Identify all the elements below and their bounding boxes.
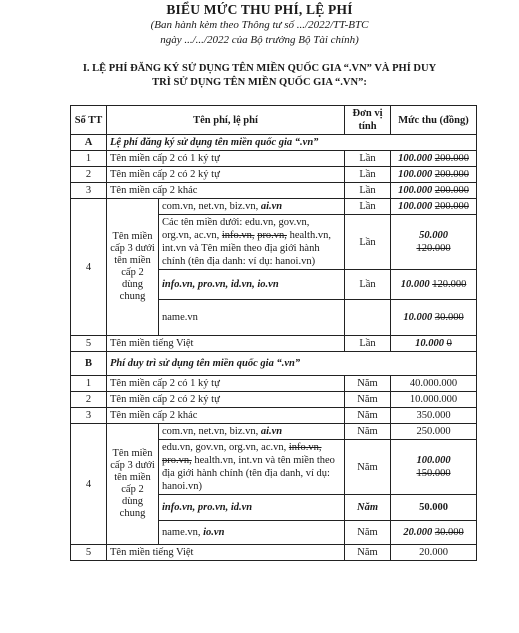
row-name: Tên miền cấp 2 khác [107, 408, 345, 424]
sub-row-name: info.vn, pro.vn, id.vn, io.vn [159, 270, 345, 300]
sub-row-name [159, 199, 345, 215]
row-name: Tên miền tiếng Việt [107, 545, 345, 561]
sub-name-struck: info.vn, pro.vn, [162, 442, 322, 466]
sub-name-text: edu.vn, gov.vn, org.vn, ac.vn, [162, 442, 289, 453]
document-header [0, 2, 519, 48]
sub-row-name [159, 424, 345, 440]
row-fee [391, 215, 477, 270]
row-fee: 50.000 [391, 495, 477, 521]
fee-old: 120.000 [416, 243, 451, 254]
table-row [71, 408, 477, 424]
row-unit: Lần [345, 270, 391, 300]
fee-old: 0 [446, 338, 452, 349]
group-title: Lệ phí đăng ký sử dụng tên miền quốc gia “.vn” [107, 135, 477, 151]
fee-new: 100.000 [416, 455, 451, 466]
sub-name-text: name.vn, [162, 527, 204, 538]
sub-row-name [159, 440, 345, 495]
row-no: 2 [71, 392, 107, 408]
row-no: 2 [71, 167, 107, 183]
row-no: 1 [71, 376, 107, 392]
table-row [71, 167, 477, 183]
sub-row-name [159, 215, 345, 270]
row-no: 5 [71, 336, 107, 352]
table-row [71, 424, 477, 440]
row-fee: 10.000.000 [391, 392, 477, 408]
table-row [71, 545, 477, 561]
sub-name-text: health.vn, int.vn và Tên miền theo địa giới hành chính (tên địa danh: ví dụ: hanoi.vn) [162, 230, 331, 267]
row-name: Tên miền cấp 2 khác [107, 183, 345, 199]
row-unit: Năm [345, 408, 391, 424]
fee-old: 120.000 [432, 279, 467, 290]
sub-name-text: health.vn, int.vn và tên miền theo địa giới hành chính (tên địa danh, ví dụ: hanoi.vn) [162, 455, 335, 492]
fee-old: 200.000 [434, 153, 469, 164]
fee-new: 100.000 [398, 201, 433, 212]
row-unit: Năm [345, 495, 391, 521]
row-fee [391, 521, 477, 545]
row-unit: Lần [345, 167, 391, 183]
row-unit: Năm [345, 424, 391, 440]
sub-name-text: com.vn, net.vn, biz.vn, [162, 201, 261, 212]
fee-new: 100.000 [398, 169, 433, 180]
col-header-no: Số TT [71, 106, 107, 135]
fee-table [70, 105, 477, 561]
sub-name-highlight: ai.vn [260, 426, 283, 437]
row-name: Tên miền tiếng Việt [107, 336, 345, 352]
fee-new: 100.000 [398, 185, 433, 196]
fee-old: 30.000 [434, 527, 464, 538]
sub-row-name: info.vn, pro.vn, id.vn [159, 495, 345, 521]
row-no: 3 [71, 408, 107, 424]
table-row [71, 376, 477, 392]
row-fee: 250.000 [391, 424, 477, 440]
sub-name-text: com.vn, net.vn, biz.vn, [162, 426, 261, 437]
row-no: 1 [71, 151, 107, 167]
col-header-fee: Mức thu (đồng) [391, 106, 477, 135]
table-row [71, 183, 477, 199]
group-title: Phí duy trì sử dụng tên miền quốc gia “.vn” [107, 352, 477, 376]
row-unit: Lần [345, 215, 391, 270]
row-fee [391, 183, 477, 199]
sub-name-highlight: ai.vn [260, 201, 283, 212]
row-group-name: Tên miền cấp 3 dưới tên miền cấp 2 dùng chung [107, 424, 159, 545]
row-unit: Năm [345, 376, 391, 392]
col-header-name: Tên phí, lệ phí [107, 106, 345, 135]
row-name: Tên miền cấp 2 có 1 ký tự [107, 376, 345, 392]
fee-new: 10.000 [415, 338, 444, 349]
sub-name-struck: info.vn, [221, 230, 255, 241]
table-row [71, 151, 477, 167]
fee-old: 200.000 [434, 185, 469, 196]
row-unit [345, 300, 391, 336]
row-fee [391, 300, 477, 336]
row-fee: 40.000.000 [391, 376, 477, 392]
group-row-a [71, 135, 477, 151]
row-unit: Lần [345, 151, 391, 167]
row-no: 4 [71, 424, 107, 545]
section-heading-line1: I. LỆ PHÍ ĐĂNG KÝ SỬ DỤNG TÊN MIỀN QUỐC GIA “.VN” VÀ PHÍ DUY [82, 63, 437, 74]
row-name: Tên miền cấp 2 có 2 ký tự [107, 392, 345, 408]
fee-new: 10.000 [403, 312, 433, 323]
table-row [71, 199, 477, 215]
fee-new: 10.000 [400, 279, 430, 290]
table-row [71, 336, 477, 352]
document-subtitle-2: ngày .../.../2022 của Bộ trưởng Bộ Tài chính) [160, 34, 359, 46]
fee-old: 200.000 [434, 201, 469, 212]
row-unit: Lần [345, 199, 391, 215]
sub-name-highlight: io.vn [203, 527, 225, 538]
col-header-unit: Đơn vị tính [345, 106, 391, 135]
row-name: Tên miền cấp 2 có 1 ký tự [107, 151, 345, 167]
row-fee [391, 151, 477, 167]
document-subtitle-1: (Ban hành kèm theo Thông tư số .../2022/TT-BTC [150, 19, 369, 31]
row-fee: 350.000 [391, 408, 477, 424]
group-code: A [71, 135, 107, 151]
section-heading-line2: TRÌ SỬ DỤNG TÊN MIỀN QUỐC GIA “.VN”: [152, 77, 367, 88]
row-unit: Lần [345, 336, 391, 352]
document-title: BIỂU MỨC THU PHÍ, LỆ PHÍ [166, 2, 353, 17]
fee-new: 20.000 [403, 527, 433, 538]
fee-old: 150.000 [416, 468, 451, 479]
group-row-b [71, 352, 477, 376]
table-row [71, 392, 477, 408]
row-unit: Năm [345, 440, 391, 495]
row-fee: 20.000 [391, 545, 477, 561]
section-heading [0, 62, 519, 90]
sub-name-text: Các tên miền dưới: edu.vn, gov.vn, org.vn, ac.vn, [162, 217, 310, 241]
row-unit: Năm [345, 392, 391, 408]
table-header-row [71, 106, 477, 135]
fee-new: 50.000 [419, 230, 448, 241]
row-unit: Năm [345, 545, 391, 561]
row-unit: Năm [345, 521, 391, 545]
group-code: B [71, 352, 107, 376]
row-name: Tên miền cấp 2 có 2 ký tự [107, 167, 345, 183]
row-no: 4 [71, 199, 107, 336]
row-fee [391, 270, 477, 300]
row-fee [391, 336, 477, 352]
row-fee [391, 199, 477, 215]
fee-old: 30.000 [434, 312, 464, 323]
row-no: 3 [71, 183, 107, 199]
sub-name-struck: pro.vn, [257, 230, 287, 241]
row-fee [391, 440, 477, 495]
row-unit: Lần [345, 183, 391, 199]
fee-new: 100.000 [398, 153, 433, 164]
row-no: 5 [71, 545, 107, 561]
row-group-name: Tên miền cấp 3 dưới tên miền cấp 2 dùng chung [107, 199, 159, 336]
fee-old: 200.000 [434, 169, 469, 180]
row-fee [391, 167, 477, 183]
sub-row-name: name.vn [159, 300, 345, 336]
sub-row-name [159, 521, 345, 545]
